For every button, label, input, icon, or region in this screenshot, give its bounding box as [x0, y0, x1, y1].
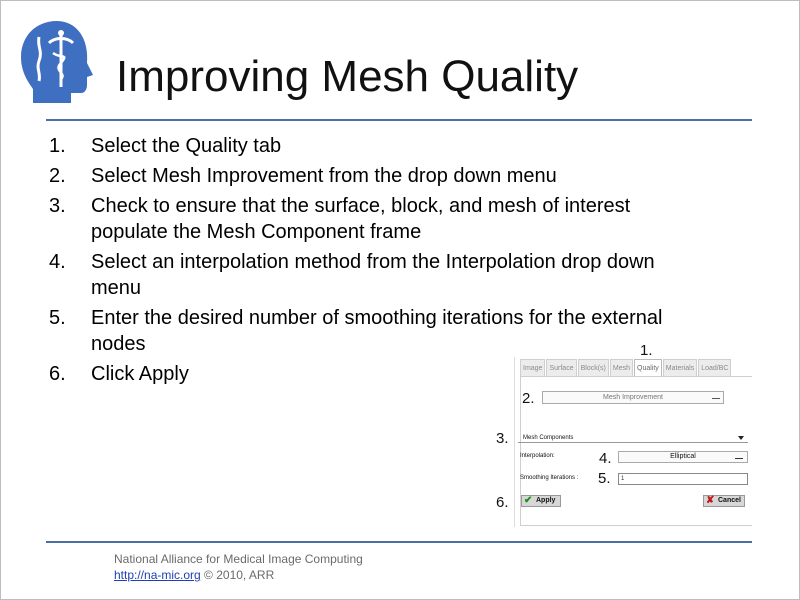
step-item: [49, 133, 709, 159]
step-text: Select an interpolation method from the Interpolation drop down menu: [91, 251, 655, 299]
callout-2: 2.: [522, 390, 535, 407]
step-number: 5.: [49, 307, 66, 329]
dropdown-caret-icon: [735, 455, 743, 459]
dropdown-caret-icon: [712, 395, 720, 399]
interpolation-dropdown[interactable]: [618, 451, 748, 463]
step-number: 1.: [49, 135, 66, 157]
head-logo-icon: [17, 17, 97, 107]
callout-5: 5.: [598, 470, 611, 487]
footer-line: [114, 567, 363, 583]
step-number: 2.: [49, 165, 66, 187]
apply-button[interactable]: [521, 495, 561, 507]
page-title: Improving Mesh Quality: [116, 52, 579, 101]
cancel-label: Cancel: [718, 497, 741, 504]
interpolation-value: Elliptical: [670, 453, 696, 460]
callout-1: 1.: [640, 342, 653, 359]
step-text: Enter the desired number of smoothing iterations for the external nodes: [91, 307, 663, 355]
check-icon: ✔: [524, 495, 533, 506]
step-number: 6.: [49, 363, 66, 385]
step-item: [49, 163, 709, 189]
step-number: 4.: [49, 251, 66, 273]
tab-mesh[interactable]: Mesh: [610, 359, 633, 376]
callout-3: 3.: [496, 430, 509, 447]
mode-dropdown-value: Mesh Improvement: [603, 394, 663, 401]
step-text: Select Mesh Improvement from the drop down menu: [91, 165, 557, 187]
smoothing-iterations-input[interactable]: 1: [618, 473, 748, 485]
cancel-x-icon: ✘: [706, 495, 715, 506]
step-item: [49, 249, 709, 301]
callout-6: 6.: [496, 494, 509, 511]
footer: [114, 551, 363, 583]
cancel-button[interactable]: [703, 495, 745, 507]
step-number: 3.: [49, 195, 66, 217]
callout-4: 4.: [599, 450, 612, 467]
tab-materials[interactable]: Materials: [663, 359, 697, 376]
module-screenshot: [514, 357, 754, 527]
tab-blocks[interactable]: Block(s): [578, 359, 609, 376]
smoothing-label: Smoothing Iterations :: [520, 475, 579, 481]
tab-quality[interactable]: Quality: [634, 359, 662, 376]
tab-surface[interactable]: Surface: [546, 359, 576, 376]
step-item: [49, 193, 709, 245]
title-divider: [46, 119, 752, 121]
step-text: Click Apply: [91, 363, 189, 385]
step-text: Check to ensure that the surface, block, and mesh of interest populate the Mesh Component frame: [91, 195, 631, 243]
footer-org: National Alliance for Medical Image Computing: [114, 552, 363, 566]
collapse-triangle-icon: [738, 436, 744, 440]
apply-label: Apply: [536, 497, 556, 504]
steps-list: [49, 133, 709, 391]
mesh-components-frame[interactable]: [518, 435, 748, 443]
mode-dropdown[interactable]: [542, 391, 724, 404]
frame-label: Mesh Components: [523, 435, 574, 441]
step-text: Select the Quality tab: [91, 135, 282, 157]
footer-copyright: © 2010, ARR: [204, 568, 275, 582]
module-tabs: [520, 359, 731, 376]
tab-load-bc[interactable]: Load/BC: [698, 359, 731, 376]
footer-divider: [46, 541, 752, 543]
tab-image[interactable]: Image: [520, 359, 545, 376]
interpolation-label: Interpolation:: [520, 453, 555, 459]
footer-link[interactable]: http://na-mic.org: [114, 568, 201, 582]
step-item: [49, 305, 709, 357]
